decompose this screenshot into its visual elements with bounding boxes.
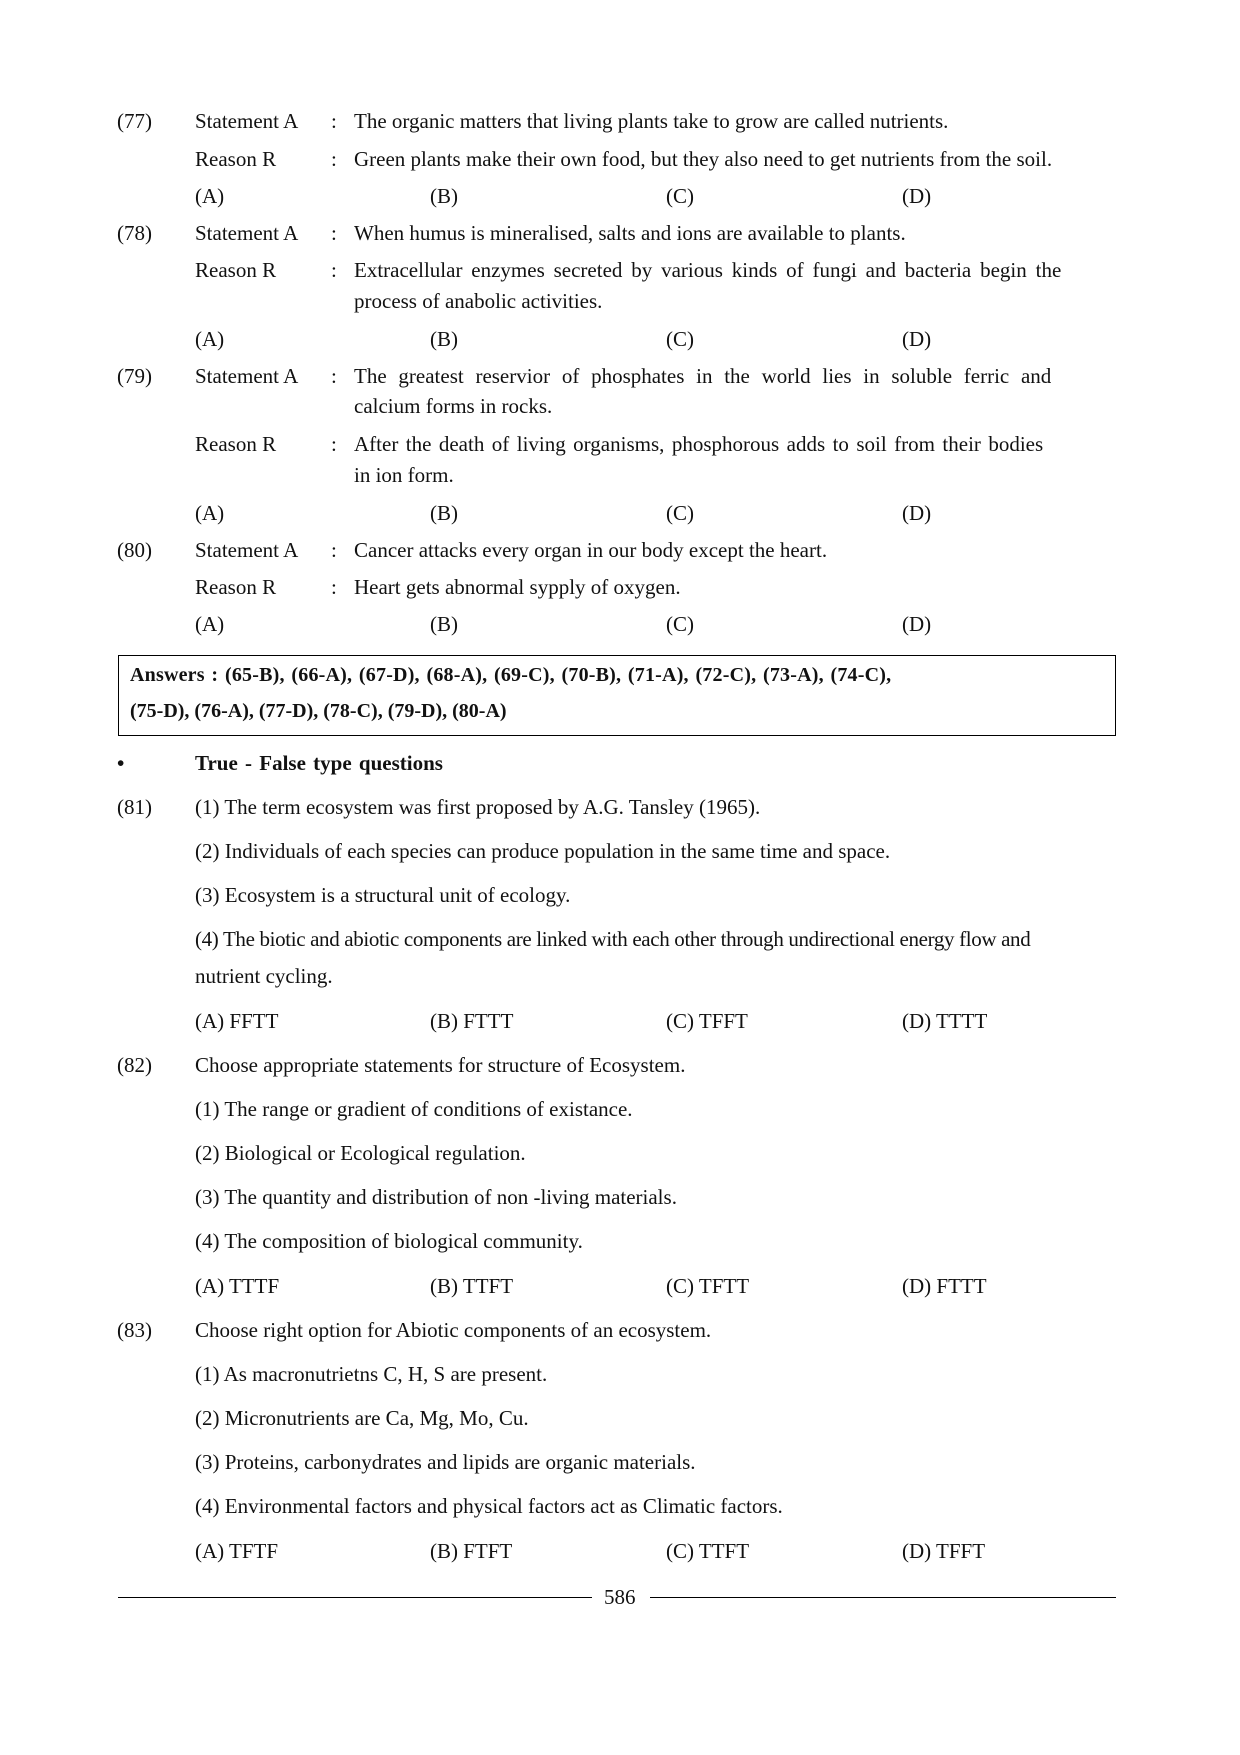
option-d: (D) [902, 612, 932, 636]
statement-text: When humus is mineralised, salts and ions are available to plants. [354, 221, 906, 245]
footer-rule-left [118, 1597, 592, 1598]
reason-label: Reason R [195, 258, 277, 282]
option-d: (D) [902, 184, 932, 208]
question-stem: Choose appropriate statements for structure of Ecosystem. [195, 1053, 686, 1077]
statement-item: (3) Ecosystem is a structural unit of ecology. [195, 883, 571, 907]
question-number: (78) [117, 221, 152, 245]
option-d: (D) FTTT [902, 1274, 987, 1298]
footer-rule-right [650, 1597, 1116, 1598]
answers-line: Answers : (65-B), (66-A), (67-D), (68-A), (69-C), (70-B), (71-A), (72-C), (73-A), (74-C), [130, 664, 892, 686]
statement-label: Statement A [195, 364, 299, 388]
separator: : [331, 109, 337, 133]
reason-text: Heart gets abnormal sypply of oxygen. [354, 575, 681, 599]
reason-text: After the death of living organisms, phosphorous adds to soil from their bodies [354, 432, 1044, 456]
statement-text: The greatest reservior of phosphates in the world lies in soluble ferric and [354, 364, 1052, 388]
statement-item: (2) Micronutrients are Ca, Mg, Mo, Cu. [195, 1406, 529, 1430]
option-b: (B) [430, 612, 458, 636]
option-c: (C) [666, 501, 694, 525]
reason-text-continued: in ion form. [354, 463, 454, 487]
statement-item: (2) Biological or Ecological regulation. [195, 1141, 526, 1165]
reason-text: Extracellular enzymes secreted by various kinds of fungi and bacteria begin the [354, 258, 1062, 282]
separator: : [331, 221, 337, 245]
reason-label: Reason R [195, 147, 277, 171]
statement-item: (4) The biotic and abiotic components are linked with each other through undirectional energy flow and [195, 927, 1031, 951]
separator: : [331, 432, 337, 456]
bullet: • [117, 751, 125, 775]
option-c: (C) TFTT [666, 1274, 750, 1298]
reason-text: Green plants make their own food, but they also need to get nutrients from the soil. [354, 147, 1053, 171]
separator: : [331, 364, 337, 388]
statement-text: The organic matters that living plants take to grow are called nutrients. [354, 109, 949, 133]
option-a: (A) FFTT [195, 1009, 279, 1033]
statement-label: Statement A [195, 538, 299, 562]
separator: : [331, 147, 337, 171]
option-a: (A) TFTF [195, 1539, 279, 1563]
statement-label: Statement A [195, 221, 299, 245]
statement-item-continued: nutrient cycling. [195, 964, 333, 988]
page-number: 586 [604, 1585, 636, 1609]
statement-item: (3) Proteins, carbonydrates and lipids are organic materials. [195, 1450, 696, 1474]
option-c: (C) TTFT [666, 1539, 750, 1563]
reason-text-continued: process of anabolic activities. [354, 289, 603, 313]
question-number: (81) [117, 795, 152, 819]
statement-item: (2) Individuals of each species can produce population in the same time and space. [195, 839, 891, 863]
statement-item: (4) The composition of biological community. [195, 1229, 583, 1253]
question-number: (82) [117, 1053, 152, 1077]
option-c: (C) [666, 612, 694, 636]
question-number: (83) [117, 1318, 152, 1342]
option-c: (C) TFFT [666, 1009, 748, 1033]
option-b: (B) [430, 501, 458, 525]
option-a: (A) TTTF [195, 1274, 280, 1298]
option-d: (D) [902, 501, 932, 525]
reason-label: Reason R [195, 432, 277, 456]
separator: : [331, 258, 337, 282]
question-number: (77) [117, 109, 152, 133]
reason-label: Reason R [195, 575, 277, 599]
option-a: (A) [195, 184, 225, 208]
statement-item: (1) The term ecosystem was first proposed by A.G. Tansley (1965). [195, 795, 761, 819]
option-a: (A) [195, 612, 225, 636]
question-number: (80) [117, 538, 152, 562]
statement-label: Statement A [195, 109, 299, 133]
option-d: (D) [902, 327, 932, 351]
option-b: (B) [430, 327, 458, 351]
statement-item: (3) The quantity and distribution of non -living materials. [195, 1185, 677, 1209]
separator: : [331, 538, 337, 562]
question-stem: Choose right option for Abiotic components of an ecosystem. [195, 1318, 712, 1342]
option-b: (B) FTFT [430, 1539, 513, 1563]
option-b: (B) [430, 184, 458, 208]
section-title: True - False type questions [195, 751, 443, 775]
statement-item: (4) Environmental factors and physical factors act as Climatic factors. [195, 1494, 783, 1518]
statement-text-continued: calcium forms in rocks. [354, 394, 553, 418]
option-c: (C) [666, 184, 694, 208]
answers-line-continued: (75-D), (76-A), (77-D), (78-C), (79-D), (80-A) [130, 700, 507, 722]
question-number: (79) [117, 364, 152, 388]
option-d: (D) TTTT [902, 1009, 988, 1033]
statement-text: Cancer attacks every organ in our body except the heart. [354, 538, 828, 562]
option-c: (C) [666, 327, 694, 351]
option-a: (A) [195, 327, 225, 351]
option-b: (B) TTFT [430, 1274, 514, 1298]
option-d: (D) TFFT [902, 1539, 986, 1563]
statement-item: (1) The range or gradient of conditions of existance. [195, 1097, 633, 1121]
separator: : [331, 575, 337, 599]
option-a: (A) [195, 501, 225, 525]
option-b: (B) FTTT [430, 1009, 514, 1033]
statement-item: (1) As macronutrietns C, H, S are present. [195, 1362, 548, 1386]
